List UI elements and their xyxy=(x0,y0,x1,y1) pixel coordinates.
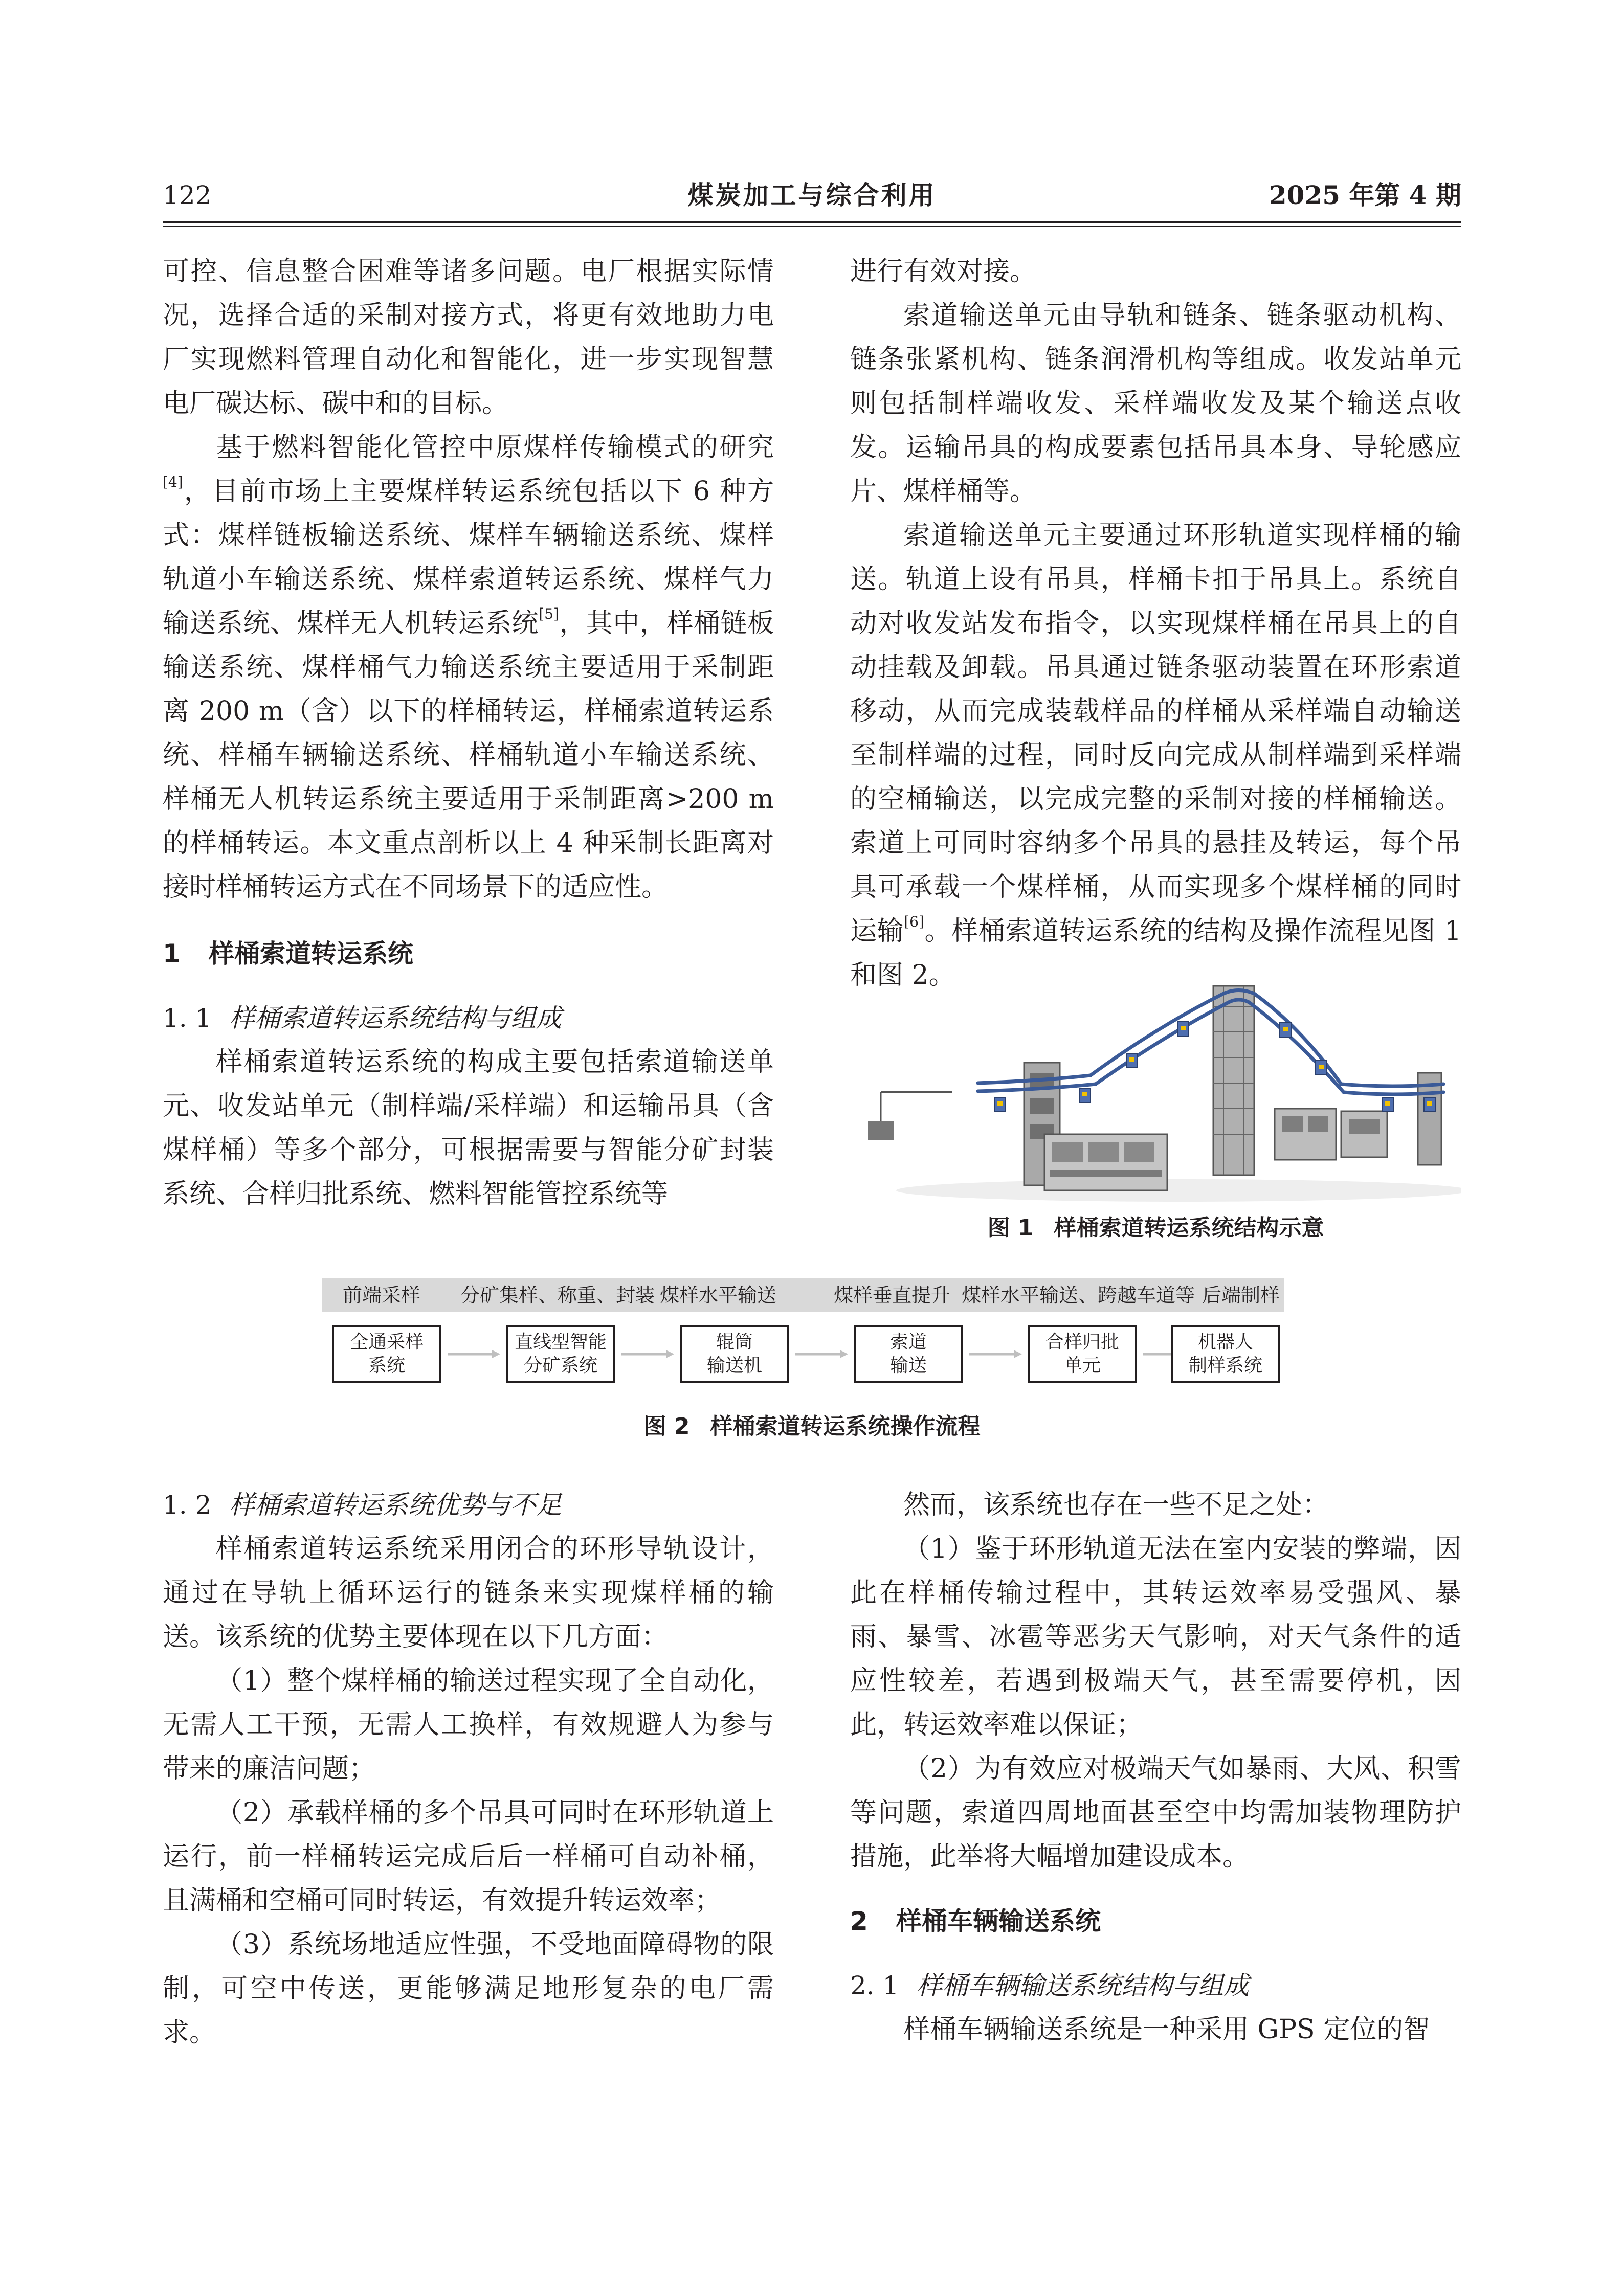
arrow-right-icon xyxy=(445,1349,501,1359)
header-rule-thin xyxy=(163,226,1461,227)
journal-title: 煤炭加工与综合利用 xyxy=(687,181,937,210)
paragraph: （2）承载样桶的多个吊具可同时在环形轨道上运行，前一样桶转运完成后后一样桶可自动补桶，且满桶和空桶可同时转运，有效提升转运效率； xyxy=(163,1797,774,1916)
flow-box: 直线型智能 分矿系统 xyxy=(506,1325,615,1383)
subsection-heading: 1. 2 样桶索道转运系统优势与不足 xyxy=(163,1490,562,1520)
arrow-right-icon xyxy=(793,1349,849,1359)
arrow-right-icon xyxy=(967,1349,1023,1359)
cableway-system-illustration xyxy=(850,965,1461,1206)
stage-label: 后端制样 xyxy=(1202,1284,1280,1307)
citation[interactable]: [4] xyxy=(163,474,183,490)
paragraph: 进行有效对接。 xyxy=(850,256,1037,287)
paragraph: （1）鉴于环形轨道无法在室内安装的弊端，因此在样桶传输过程中，其转运效率易受强风、暴雨、暴雪、冰雹等恶劣天气影响，对天气条件的适应性较差，若遇到极端天气，甚至需要停机，因此，转运效率难以保证； xyxy=(850,1534,1461,1740)
right-column-top xyxy=(850,250,1461,997)
left-column-top xyxy=(163,250,774,1216)
paragraph: （2）为有效应对极端天气如暴雨、大风、积雪等问题，索道四周地面甚至空中均需加装物理防护措施，此举将大幅增加建设成本。 xyxy=(850,1753,1461,1872)
issue-label: 2025 年第 4 期 xyxy=(1269,180,1461,210)
left-column-bottom xyxy=(163,1483,774,2055)
paragraph: （3）系统场地适应性强，不受地面障碍物的限制，可空中传送，更能够满足地形复杂的电厂需求。 xyxy=(163,1929,774,2048)
paragraph: 索道输送单元主要通过环形轨道实现样桶的输送。轨道上设有吊具，样桶卡扣于吊具上。系统自动对收发站发布指令，以实现煤样桶在吊具上的自动挂载及卸载。吊具通过链条驱动装置在环形索道移动，从而完成装载样品的样桶从采样端自动输送至制样端的过程，同时反向完成从制样端到采样端的空桶输送，以完成完整的采制对接的样桶输送。索道上可同时容纳多个吊具的悬挂及转运，每个吊具可承载一个煤样桶，从而实现多个煤样桶的同时运输[6]。样桶索道转运系统的结构及操作流程见图 1 和图 2。 xyxy=(850,520,1461,991)
citation[interactable]: [5] xyxy=(539,605,559,622)
paragraph: 样桶索道转运系统采用闭合的环形导轨设计，通过在导轨上循环运行的链条来实现煤样桶的输送。该系统的优势主要体现在以下几方面： xyxy=(163,1534,774,1652)
flow-box: 辊筒 输送机 xyxy=(680,1325,789,1383)
section-heading: 1 样桶索道转运系统 xyxy=(163,939,413,969)
page-number: 122 xyxy=(163,181,212,210)
figure-1-caption: 图 1 样桶索道转运系统结构示意 xyxy=(987,1215,1324,1241)
paragraph: 索道输送单元由导轨和链条、链条驱动机构、链条张紧机构、链条润滑机构等组成。收发站单元则包括制样端收发、采样端收发及某个输送点收发。运输吊具的构成要素包括吊具本身、导轮感应片、煤样桶等。 xyxy=(850,300,1461,507)
citation[interactable]: [6] xyxy=(904,913,924,930)
paragraph: （1）整个煤样桶的输送过程实现了全自动化，无需人工干预，无需人工换样，有效规避人为参与带来的廉洁问题； xyxy=(163,1665,774,1784)
stage-bar xyxy=(322,1278,1284,1312)
arrow-right-icon xyxy=(619,1349,675,1359)
flow-box: 合样归批 单元 xyxy=(1028,1325,1137,1383)
flow-box: 索道 输送 xyxy=(854,1325,963,1383)
paragraph: 然而，该系统也存在一些不足之处： xyxy=(903,1490,1329,1520)
stage-label: 煤样水平输送 xyxy=(660,1284,777,1307)
subsection-heading: 2. 1 样桶车辆输送系统结构与组成 xyxy=(850,1971,1249,2000)
paragraph: 基于燃料智能化管控中原煤样传输模式的研究[4]，目前市场上主要煤样转运系统包括以下 6 种方式：煤样链板输送系统、煤样车辆输送系统、煤样轨道小车输送系统、煤样索道转运系统、煤样气力输送系统、煤样无人机转运系统[5]，其中，样桶链板输送系统、煤样桶气力输送系统主要适用于采制距离 200 m（含）以下的样桶转运，样桶索道转运系统、样桶车辆输送系统、样桶轨道小车输送系统、样桶无人机转运系统主要适用于采制距离>200 m 的样桶转运。本文重点剖析以上 4 种采制长距离对接时样桶转运方式在不同场景下的适应性。 xyxy=(163,432,774,903)
stage-label: 煤样水平输送、跨越车道等 xyxy=(962,1284,1195,1307)
paragraph: 样桶索道转运系统的构成主要包括索道输送单元、收发站单元（制样端/采样端）和运输吊具（含煤样桶）等多个部分，可根据需要与智能分矿封装系统、合样归批系统、燃料智能管控系统等 xyxy=(163,1047,774,1209)
figure-2-flowchart xyxy=(322,1278,1284,1391)
stage-label: 前端采样 xyxy=(343,1284,421,1307)
stage-label: 分矿集样、称重、封装 xyxy=(460,1284,655,1307)
figure-1-illustration xyxy=(850,965,1461,1206)
figure-2-caption: 图 2 样桶索道转运系统操作流程 xyxy=(643,1413,981,1439)
paragraph: 样桶车辆输送系统是一种采用 GPS 定位的智 xyxy=(903,2014,1430,2045)
flow-box: 机器人 制样系统 xyxy=(1171,1325,1280,1383)
section-heading: 2 样桶车辆输送系统 xyxy=(850,1906,1101,1936)
subsection-heading: 1. 1 样桶索道转运系统结构与组成 xyxy=(163,1003,562,1033)
header-rule xyxy=(163,221,1461,223)
right-column-bottom xyxy=(850,1483,1461,2052)
paragraph: 可控、信息整合困难等诸多问题。电厂根据实际情况，选择合适的采制对接方式，将更有效地助力电厂实现燃料管理自动化和智能化，进一步实现智慧电厂碳达标、碳中和的目标。 xyxy=(163,256,774,419)
flow-box: 全通采样 系统 xyxy=(332,1325,441,1383)
stage-label: 煤样垂直提升 xyxy=(834,1284,951,1307)
